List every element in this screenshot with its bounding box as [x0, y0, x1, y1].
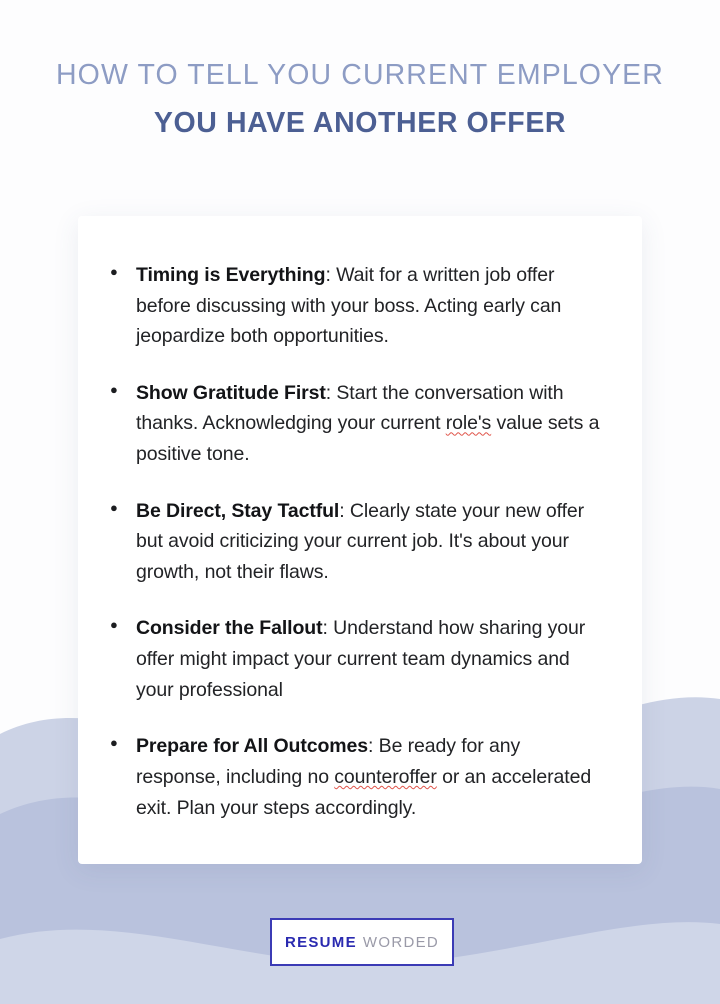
tip-title: Prepare for All Outcomes: [136, 735, 369, 758]
tip-body-post: or an accelerated exit. Plan your steps accordingly.: [136, 765, 592, 819]
spellcheck-marked-word: counteroffer: [334, 765, 437, 788]
list-item: [108, 496, 604, 588]
page-title-line-2: YOU HAVE ANOTHER OFFER: [153, 106, 567, 139]
list-item: [108, 731, 604, 823]
tip-title: Show Gratitude First: [136, 381, 326, 404]
list-item: [108, 378, 604, 470]
tip-body: : Clearly state your new offer but avoid criticizing your current job. It's about your growth, not their flaws.: [136, 499, 585, 583]
tip-body-pre: : Start the conversation with thanks. Acknowledging your current: [136, 381, 564, 435]
tip-body-pre: : Be ready for any response, including no: [136, 735, 521, 788]
tips-card: [78, 216, 642, 864]
page-header: [0, 0, 720, 141]
spellcheck-marked-word: role's: [445, 412, 492, 435]
resume-worded-logo[interactable]: [270, 918, 454, 966]
tip-title: Consider the Fallout: [136, 617, 323, 640]
tips-list: [108, 260, 604, 823]
logo-secondary-text: WORDED: [362, 933, 440, 951]
list-item: [108, 613, 604, 705]
list-item: [108, 260, 604, 352]
tip-title: Timing is Everything: [136, 264, 326, 286]
tip-body: : Wait for a written job offer before discussing with your boss. Acting early can jeopardize both opportunities.: [136, 264, 562, 348]
page-title-line-1: HOW TO TELL YOU CURRENT EMPLOYER: [56, 59, 664, 91]
tip-body-post: value sets a positive tone.: [136, 412, 600, 466]
logo-primary-text: RESUME: [284, 933, 357, 951]
tip-title: Be Direct, Stay Tactful: [136, 499, 340, 522]
tip-body: : Understand how sharing your offer might impact your current team dynamics and your professional: [136, 617, 586, 701]
